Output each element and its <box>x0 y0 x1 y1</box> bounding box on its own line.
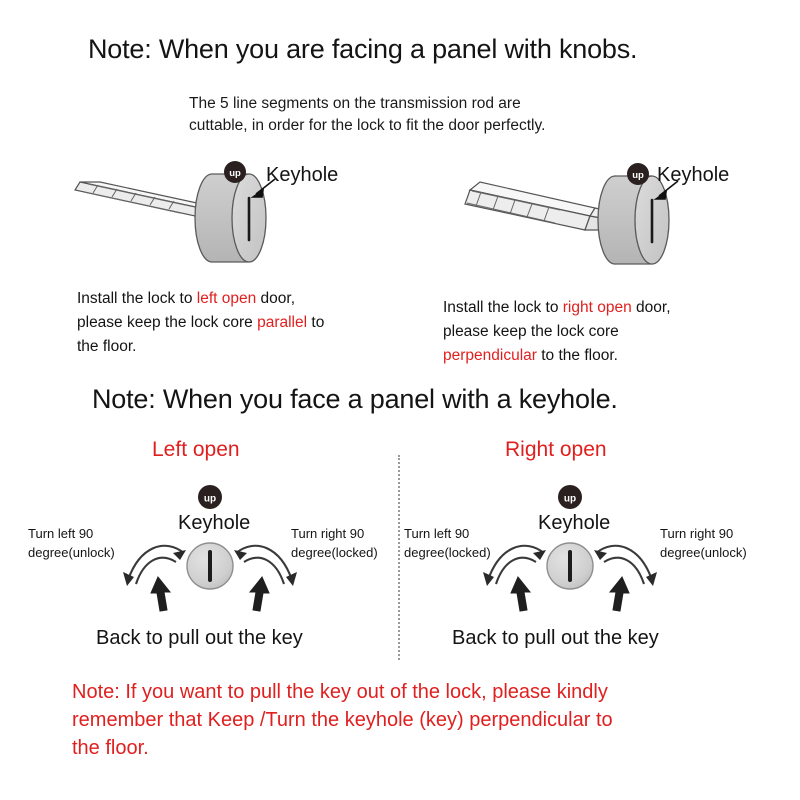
transmission-rod-note <box>189 93 659 137</box>
bottom-warning-note-line3: the floor. <box>72 737 149 759</box>
transmission-rod-right <box>465 182 613 230</box>
keyhole-rotation-left-illustration <box>110 480 310 620</box>
keyhole-rotation-right-illustration <box>470 480 670 620</box>
right-open-label: Right open <box>505 438 607 461</box>
panel-divider <box>398 455 400 660</box>
back-to-pull-out-key-left: Back to pull out the key <box>96 627 303 649</box>
install-right-highlight: right open <box>562 299 632 316</box>
bottom-warning-note-line2: remember that Keep /Turn the keyhole (key) perpendicular to <box>72 709 613 731</box>
keyhole-label-left-top: Keyhole <box>266 164 339 186</box>
install-left-prefix: Install the lock to <box>77 290 197 307</box>
turn-right-text-right-panel-line2: degree(unlock) <box>660 545 747 560</box>
return-arrow-left-right-panel <box>511 577 530 611</box>
install-left-highlight2: parallel <box>257 314 308 331</box>
install-right-highlight2: perpendicular <box>443 347 537 364</box>
turn-right-text-left-panel-line1: Turn right 90 <box>291 526 365 541</box>
turn-right-curved-arrow <box>236 546 292 584</box>
bottom-warning-note-line1: Note: If you want to pull the key out of the lock, please kindly <box>72 681 608 703</box>
page-title-keyhole: Note: When you face a panel with a keyhole. <box>92 384 618 414</box>
turn-left-text-right-panel-line2: degree(locked) <box>404 545 491 560</box>
turn-left-curved-arrow-right-panel <box>488 546 544 584</box>
install-right-middle: door, please keep the lock core <box>443 299 671 340</box>
up-badge-left <box>224 161 246 183</box>
install-left-middle: door, please keep the lock core <box>77 290 296 331</box>
page-title-knobs: Note: When you are facing a panel with knobs. <box>88 34 638 64</box>
install-left-highlight: left open <box>196 290 257 307</box>
turn-left-text-left-panel <box>28 524 115 562</box>
up-badge-right <box>627 163 649 185</box>
up-badge-rotation-left <box>198 485 222 509</box>
keyhole-label-rotation-right: Keyhole <box>538 512 611 534</box>
keyhole-label-rotation-left: Keyhole <box>178 512 251 534</box>
up-badge-left-text: up <box>229 168 241 179</box>
install-left-suffix: to the floor. <box>77 314 325 355</box>
turn-right-text-left-panel <box>291 524 378 562</box>
turn-left-text-right-panel <box>404 524 491 562</box>
lock-cylinder-left-illustration <box>60 150 390 280</box>
install-instruction-right <box>443 296 703 368</box>
return-arrow-right <box>250 577 269 611</box>
transmission-rod-note-line2: cuttable, in order for the lock to fit the door perfectly. <box>189 117 546 134</box>
svg-text:up: up <box>563 493 577 505</box>
bottom-warning-note <box>72 678 752 762</box>
left-open-label: Left open <box>152 438 240 461</box>
keyhole-label-right-top: Keyhole <box>657 164 730 186</box>
transmission-rod-note-line1: The 5 line segments on the transmission rod are <box>189 95 521 112</box>
back-to-pull-out-key-right: Back to pull out the key <box>452 627 659 649</box>
install-right-prefix: Install the lock to <box>443 299 563 316</box>
turn-left-text-left-panel-line1: Turn left 90 <box>28 526 94 541</box>
install-right-suffix: to the floor. <box>536 347 618 364</box>
turn-right-curved-arrow-right-panel <box>596 546 652 584</box>
turn-right-text-right-panel <box>660 524 747 562</box>
return-arrow-right-right-panel <box>610 577 629 611</box>
up-badge-rotation-right <box>558 485 582 509</box>
turn-left-curved-arrow <box>128 546 184 584</box>
up-badge-right-text: up <box>632 170 644 181</box>
lock-cylinder-body-left <box>195 174 266 262</box>
turn-right-text-left-panel-line2: degree(locked) <box>291 545 378 560</box>
install-instruction-left <box>77 287 327 359</box>
turn-left-text-right-panel-line1: Turn left 90 <box>404 526 470 541</box>
turn-right-text-right-panel-line1: Turn right 90 <box>660 526 734 541</box>
svg-text:up: up <box>203 493 217 505</box>
lock-cylinder-body-right <box>598 176 669 264</box>
return-arrow-left <box>151 577 170 611</box>
turn-left-text-left-panel-line2: degree(unlock) <box>28 545 115 560</box>
